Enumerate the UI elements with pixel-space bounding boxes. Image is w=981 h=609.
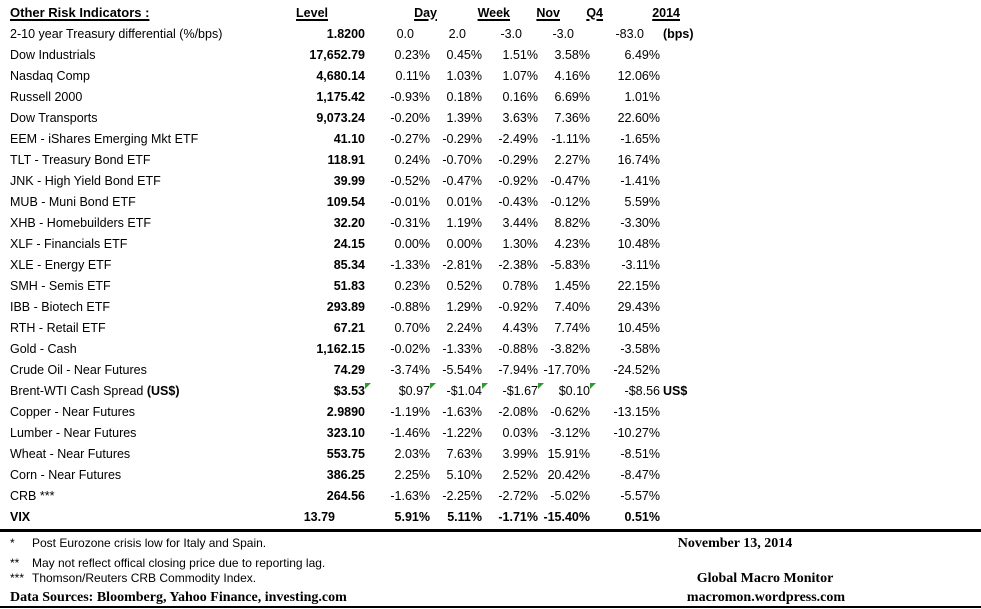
- ytd-2014-cell: -24.52%: [613, 363, 660, 377]
- indicator-label: Nasdaq Comp: [10, 69, 90, 83]
- unit-note: [660, 465, 720, 486]
- level-cell: 41.10: [333, 132, 365, 146]
- ytd-2014-cell: 16.74%: [617, 153, 660, 167]
- q4-cell: 4.16%: [554, 69, 590, 83]
- day-cell: 0.23%: [394, 279, 430, 293]
- nov-cell: 1.30%: [502, 237, 538, 251]
- nov-cell: -0.43%: [498, 195, 538, 209]
- level-cell: 1,162.15: [316, 342, 365, 356]
- unit-note: [660, 213, 720, 234]
- unit-note: [660, 66, 720, 87]
- table-row: [8, 318, 720, 339]
- nov-cell: 0.16%: [502, 90, 538, 104]
- q4-cell: 3.58%: [554, 48, 590, 62]
- footnote-1-marker: *: [10, 536, 15, 550]
- day-cell: 2.25%: [394, 468, 430, 482]
- indicator-label: TLT - Treasury Bond ETF: [10, 153, 151, 167]
- table-row: [8, 486, 720, 507]
- week-cell: -2.25%: [442, 489, 482, 503]
- ytd-2014-cell: -8.47%: [620, 468, 660, 482]
- nov-cell: 0.03%: [502, 426, 538, 440]
- table-row: [8, 108, 720, 129]
- q4-cell: 2.27%: [554, 153, 590, 167]
- ytd-2014-cell: -1.65%: [620, 132, 660, 146]
- unit-note: [660, 108, 720, 129]
- week-cell: -1.33%: [442, 342, 482, 356]
- ytd-2014-cell: 22.15%: [617, 279, 660, 293]
- table-row: [8, 234, 720, 255]
- table-row: [8, 150, 720, 171]
- week-cell: 7.63%: [446, 447, 482, 461]
- footnote-3-text: Thomson/Reuters CRB Commodity Index.: [32, 571, 257, 585]
- comment-flag-icon: [365, 383, 371, 389]
- indicator-label: 2-10 year Treasury differential (%/bps): [10, 27, 223, 41]
- col-header-2014: 2014: [652, 5, 680, 20]
- ytd-2014-cell: -3.58%: [620, 342, 660, 356]
- day-cell: 2.03%: [394, 447, 430, 461]
- level-cell: 109.54: [326, 195, 365, 209]
- week-cell: 2.0: [448, 27, 466, 41]
- week-cell: -2.81%: [442, 258, 482, 272]
- ytd-2014-cell: -10.27%: [613, 426, 660, 440]
- nov-cell: -0.92%: [498, 300, 538, 314]
- indicator-label: Dow Transports: [10, 111, 98, 125]
- week-cell: -5.54%: [442, 363, 482, 377]
- q4-cell: 4.23%: [554, 237, 590, 251]
- nov-cell: -3.0: [500, 27, 522, 41]
- table-row: [8, 129, 720, 150]
- unit-note: [660, 192, 720, 213]
- bottom-border-line: [0, 606, 981, 608]
- indicator-label: MUB - Muni Bond ETF: [10, 195, 136, 209]
- day-cell: 0.24%: [394, 153, 430, 167]
- level-cell: 386.25: [326, 468, 365, 482]
- day-cell: 0.23%: [394, 48, 430, 62]
- indicator-label: JNK - High Yield Bond ETF: [10, 174, 161, 188]
- indicator-label: Brent-WTI Cash Spread (US$): [10, 384, 180, 398]
- table-title: Other Risk Indicators :: [10, 5, 150, 20]
- footnote-1: [10, 536, 266, 551]
- comment-flag-icon: [538, 383, 544, 389]
- nov-cell: -1.71%: [498, 510, 538, 524]
- level-cell: 32.20: [333, 216, 365, 230]
- nov-cell: -2.08%: [498, 405, 538, 419]
- ytd-2014-cell: -83.0: [615, 27, 644, 41]
- comment-flag-icon: [590, 383, 596, 389]
- q4-cell: 1.45%: [554, 279, 590, 293]
- ytd-2014-cell: -3.11%: [621, 258, 660, 272]
- indicator-label: CRB ***: [10, 489, 55, 503]
- table-row: [8, 171, 720, 192]
- footnote-2-text: May not reflect offical closing price due to reporting lag.: [32, 556, 326, 570]
- day-cell: 5.91%: [394, 510, 430, 524]
- week-cell: -0.70%: [442, 153, 482, 167]
- table-body: [8, 24, 720, 528]
- day-cell: 0.11%: [395, 69, 430, 83]
- level-cell: 67.21: [333, 321, 365, 335]
- footnote-1-text: Post Eurozone crisis low for Italy and Spain.: [32, 536, 267, 550]
- ytd-2014-cell: 5.59%: [624, 195, 660, 209]
- nov-cell: -7.94%: [498, 363, 538, 377]
- q4-cell: 6.69%: [554, 90, 590, 104]
- indicator-label: EEM - iShares Emerging Mkt ETF: [10, 132, 199, 146]
- level-cell: 9,073.24: [316, 111, 365, 125]
- indicator-label: XHB - Homebuilders ETF: [10, 216, 152, 230]
- indicator-label: Copper - Near Futures: [10, 405, 136, 419]
- ytd-2014-cell: -13.15%: [613, 405, 660, 419]
- unit-note: [660, 87, 720, 108]
- day-cell: -0.27%: [390, 132, 430, 146]
- q4-cell: 7.40%: [554, 300, 590, 314]
- nov-cell: 3.63%: [502, 111, 538, 125]
- unit-note: [660, 486, 720, 507]
- ytd-2014-cell: 0.51%: [624, 510, 660, 524]
- unit-note: [660, 255, 720, 276]
- footer-divider-line: [0, 529, 981, 532]
- indicator-label: RTH - Retail ETF: [10, 321, 106, 335]
- brand-name: Global Macro Monitor: [696, 571, 834, 586]
- week-cell: 2.24%: [446, 321, 482, 335]
- day-cell: -0.31%: [390, 216, 430, 230]
- indicator-label: VIX: [10, 510, 31, 524]
- day-cell: -0.02%: [390, 342, 430, 356]
- q4-cell: -5.02%: [550, 489, 590, 503]
- unit-note: [660, 507, 720, 528]
- nov-cell: -2.38%: [498, 258, 538, 272]
- unit-note: [660, 318, 720, 339]
- table-row: [8, 465, 720, 486]
- level-cell: 1,175.42: [316, 90, 365, 104]
- day-cell: -0.20%: [390, 111, 430, 125]
- table-row: [8, 24, 720, 45]
- comment-flag-icon: [482, 383, 488, 389]
- level-cell: 74.29: [333, 363, 365, 377]
- level-cell: 39.99: [333, 174, 365, 188]
- col-header-day: Day: [414, 5, 437, 20]
- q4-cell: 8.82%: [554, 216, 590, 230]
- week-cell: -0.29%: [442, 132, 482, 146]
- ytd-2014-cell: 6.49%: [624, 48, 660, 62]
- day-cell: 0.0: [396, 27, 414, 41]
- week-cell: 0.18%: [446, 90, 482, 104]
- q4-cell: -0.62%: [550, 405, 590, 419]
- week-cell: 1.29%: [446, 300, 482, 314]
- table-row: [8, 192, 720, 213]
- col-header-nov: Nov: [536, 5, 560, 20]
- week-cell: 1.19%: [446, 216, 482, 230]
- day-cell: -0.52%: [390, 174, 430, 188]
- week-cell: 5.11%: [447, 510, 482, 524]
- level-cell: 51.83: [333, 279, 365, 293]
- table-row: [8, 423, 720, 444]
- unit-note: [660, 423, 720, 444]
- level-cell: 17,652.79: [309, 48, 365, 62]
- col-header-level: Level: [296, 5, 328, 20]
- indicator-label: Lumber - Near Futures: [10, 426, 137, 440]
- unit-note: [660, 234, 720, 255]
- ytd-2014-cell: -5.57%: [620, 489, 660, 503]
- level-cell: 1.8200: [326, 27, 365, 41]
- level-cell: 13.79: [303, 510, 335, 524]
- q4-cell: -0.47%: [550, 174, 590, 188]
- nov-cell: 4.43%: [502, 321, 538, 335]
- level-cell: 24.15: [333, 237, 365, 251]
- ytd-2014-cell: 10.48%: [617, 237, 660, 251]
- indicator-label: IBB - Biotech ETF: [10, 300, 111, 314]
- ytd-2014-cell: 12.06%: [617, 69, 660, 83]
- indicator-label: Crude Oil - Near Futures: [10, 363, 147, 377]
- data-sources-line: Data Sources: Bloomberg, Yahoo Finance, investing.com: [10, 590, 347, 605]
- table-row: [8, 255, 720, 276]
- q4-cell: -3.12%: [550, 426, 590, 440]
- week-cell: -$1.04: [430, 381, 482, 402]
- day-cell: -0.88%: [390, 300, 430, 314]
- day-cell: -1.33%: [390, 258, 430, 272]
- week-cell: 1.39%: [446, 111, 482, 125]
- footnote-3-marker: ***: [10, 571, 25, 585]
- unit-note: [660, 339, 720, 360]
- indicator-label: Gold - Cash: [10, 342, 77, 356]
- col-header-week: Week: [477, 5, 510, 20]
- indicator-label: XLF - Financials ETF: [10, 237, 128, 251]
- unit-note: [660, 129, 720, 150]
- table-row: [8, 66, 720, 87]
- week-cell: -0.47%: [442, 174, 482, 188]
- day-cell: $0.97: [365, 381, 430, 402]
- ytd-2014-cell: 1.01%: [624, 90, 660, 104]
- nov-cell: -0.92%: [498, 174, 538, 188]
- q4-cell: -3.0: [552, 27, 574, 41]
- level-cell: $3.53: [333, 384, 365, 398]
- nov-cell: 0.78%: [502, 279, 538, 293]
- week-cell: 0.52%: [446, 279, 482, 293]
- unit-note: [660, 402, 720, 423]
- level-cell: 553.75: [326, 447, 365, 461]
- ytd-2014-cell: -1.41%: [620, 174, 660, 188]
- unit-note: [660, 360, 720, 381]
- q4-cell: 20.42%: [547, 468, 590, 482]
- q4-cell: 7.36%: [554, 111, 590, 125]
- level-cell: 323.10: [326, 426, 365, 440]
- day-cell: 0.70%: [394, 321, 430, 335]
- unit-note: (bps): [663, 27, 694, 41]
- table-row: [8, 276, 720, 297]
- nov-cell: 3.44%: [502, 216, 538, 230]
- table-row: [8, 87, 720, 108]
- level-cell: 2.9890: [326, 405, 365, 419]
- nov-cell: -0.29%: [498, 153, 538, 167]
- q4-cell: -17.70%: [543, 363, 590, 377]
- footnote-2: [10, 556, 325, 571]
- q4-cell: $0.10: [538, 381, 590, 402]
- day-cell: -0.93%: [390, 90, 430, 104]
- indicator-label: Corn - Near Futures: [10, 468, 122, 482]
- indicator-label: SMH - Semis ETF: [10, 279, 111, 293]
- ytd-2014-cell: 22.60%: [617, 111, 660, 125]
- week-cell: 1.03%: [446, 69, 482, 83]
- day-cell: 0.00%: [394, 237, 430, 251]
- q4-cell: -0.12%: [550, 195, 590, 209]
- table-row: [8, 360, 720, 381]
- unit-note: [660, 444, 720, 465]
- day-cell: -3.74%: [390, 363, 430, 377]
- ytd-2014-cell: -$8.56: [590, 381, 660, 402]
- level-cell: 293.89: [326, 300, 365, 314]
- site-url: macromon.wordpress.com: [686, 590, 846, 605]
- risk-indicators-table: [8, 2, 720, 528]
- unit-note: [660, 276, 720, 297]
- table-row: [8, 381, 720, 402]
- unit-note: [660, 171, 720, 192]
- unit-note: [660, 45, 720, 66]
- ytd-2014-cell: -3.30%: [620, 216, 660, 230]
- week-cell: 0.01%: [446, 195, 482, 209]
- week-cell: 5.10%: [446, 468, 482, 482]
- week-cell: 0.00%: [446, 237, 482, 251]
- q4-cell: -3.82%: [550, 342, 590, 356]
- day-cell: -1.19%: [390, 405, 430, 419]
- nov-cell: -2.72%: [498, 489, 538, 503]
- footnote-2-marker: **: [10, 556, 20, 570]
- unit-note: US$: [663, 384, 688, 398]
- unit-note: [660, 297, 720, 318]
- week-cell: -1.63%: [442, 405, 482, 419]
- level-cell: 264.56: [326, 489, 365, 503]
- table-row: [8, 45, 720, 66]
- week-cell: 0.45%: [446, 48, 482, 62]
- nov-cell: 1.07%: [502, 69, 538, 83]
- table-row: [8, 297, 720, 318]
- ytd-2014-cell: 10.45%: [617, 321, 660, 335]
- indicator-label: Russell 2000: [10, 90, 83, 104]
- nov-cell: -2.49%: [498, 132, 538, 146]
- q4-cell: -5.83%: [550, 258, 590, 272]
- level-cell: 118.91: [327, 153, 365, 167]
- table-row: [8, 444, 720, 465]
- header-row: [8, 2, 720, 24]
- week-cell: -1.22%: [442, 426, 482, 440]
- indicator-label: XLE - Energy ETF: [10, 258, 112, 272]
- col-header-q4: Q4: [586, 5, 603, 20]
- q4-cell: 7.74%: [554, 321, 590, 335]
- table-row: [8, 402, 720, 423]
- ytd-2014-cell: -8.51%: [620, 447, 660, 461]
- nov-cell: 1.51%: [502, 48, 538, 62]
- indicator-label: Wheat - Near Futures: [10, 447, 131, 461]
- indicator-label: Dow Industrials: [10, 48, 96, 62]
- report-date: November 13, 2014: [677, 536, 793, 551]
- nov-cell: -$1.67: [482, 381, 538, 402]
- unit-note: [660, 150, 720, 171]
- day-cell: -0.01%: [390, 195, 430, 209]
- comment-flag-icon: [430, 383, 436, 389]
- q4-cell: 15.91%: [547, 447, 590, 461]
- day-cell: -1.46%: [390, 426, 430, 440]
- footnote-3: [10, 571, 256, 586]
- table-row: [8, 339, 720, 360]
- q4-cell: -15.40%: [543, 510, 590, 524]
- level-cell: 4,680.14: [316, 69, 365, 83]
- day-cell: -1.63%: [390, 489, 430, 503]
- level-cell: 85.34: [333, 258, 365, 272]
- q4-cell: -1.11%: [551, 132, 590, 146]
- nov-cell: 2.52%: [502, 468, 538, 482]
- table-row: [8, 213, 720, 234]
- table-row: [8, 507, 720, 528]
- nov-cell: -0.88%: [498, 342, 538, 356]
- nov-cell: 3.99%: [502, 447, 538, 461]
- ytd-2014-cell: 29.43%: [617, 300, 660, 314]
